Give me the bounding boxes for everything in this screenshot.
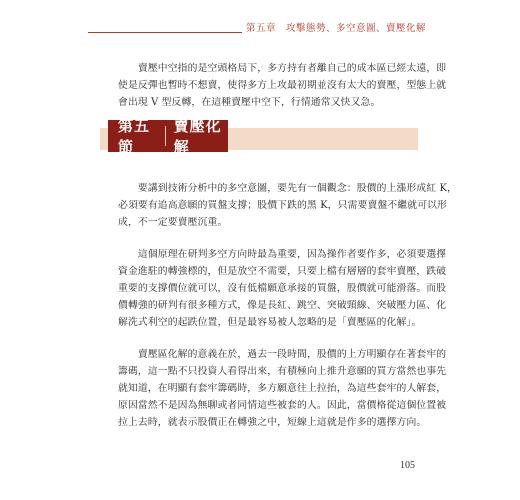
section-title: 賣壓化解 [173,117,222,156]
page-number: 105 [400,460,415,471]
chapter-title: 第五章 攻擊態勢、多空意圖、賣壓化解 [242,20,426,34]
paragraph-2-line: 資金進駐的轉強標的，但是放空不需要，只要上檔有層層的套牢賣壓，跌破 [118,266,447,277]
intro-line: 使是反彈也暫時不想賣，使得多方上攻最初期並沒有太大的賣壓，型態上就 [118,80,447,91]
intro-line: 賣壓中空指的是空頭格局下，多方持有者離自己的成本區已經太遠，即 [118,63,447,74]
paragraph-2-line: 這個原理在研判多空方向時最為重要，因為操作者要作多，必須要選擇 [118,249,447,260]
paragraph-2-line: 解洗式利空的起跌位置，但是最容易被人忽略的是「賣壓區的化解」。 [118,317,422,328]
section-heading [108,117,228,156]
paragraph-3-line: 賣壓區化解的意義在於，過去一段時間，股價的上方明顯存在著套牢的 [118,349,447,360]
paragraph-3-line: 拉上去時，就表示股價正在轉強之中，短線上這就是作多的選擇方向。 [118,417,427,428]
paragraph-1-line: 必須要有追高意願的買盤支撐；股價下跌的黑 K，只需要賣盤不繼就可以形 [118,200,448,211]
body-paragraph-1 [118,180,457,231]
paragraph-3-line: 籌碼，這一點不只投資人看得出來，有積極向上推升意願的買方當然也事先 [118,366,447,377]
body-paragraph-3 [118,346,447,431]
paragraph-1-line: 成，不一定要賣壓沉重。 [118,217,228,228]
section-divider [165,126,166,146]
paragraph-3-line: 原因當然不是因為無聊或者同情這些被套的人。因此，當價格從這個位置被 [118,400,447,411]
paragraph-3-line: 就知道，在明顯有套牢籌碼時，多方願意往上拉抬，為這些套牢的人解套， [118,383,447,394]
paragraph-2-line: 重要的支撐價位就可以，沒有低檔願意承接的買盤，股價就可能滑落。而股 [118,283,447,294]
section-number: 第五節 [118,117,151,156]
paragraph-1-line: 要講到技術分析中的多空意圖，要先有一個觀念：股價的上漲形成紅 K， [118,183,457,194]
intro-line: 會出現 V 型反轉，在這種賣壓中空下，行情通常又快又急。 [118,97,381,108]
running-header [0,18,520,40]
paragraph-2-line: 價轉強的研判有很多種方式，像是長紅、跳空、突破頸線、突破壓力區、化 [118,300,447,311]
body-paragraph-2 [118,246,447,331]
intro-paragraph [118,60,447,111]
